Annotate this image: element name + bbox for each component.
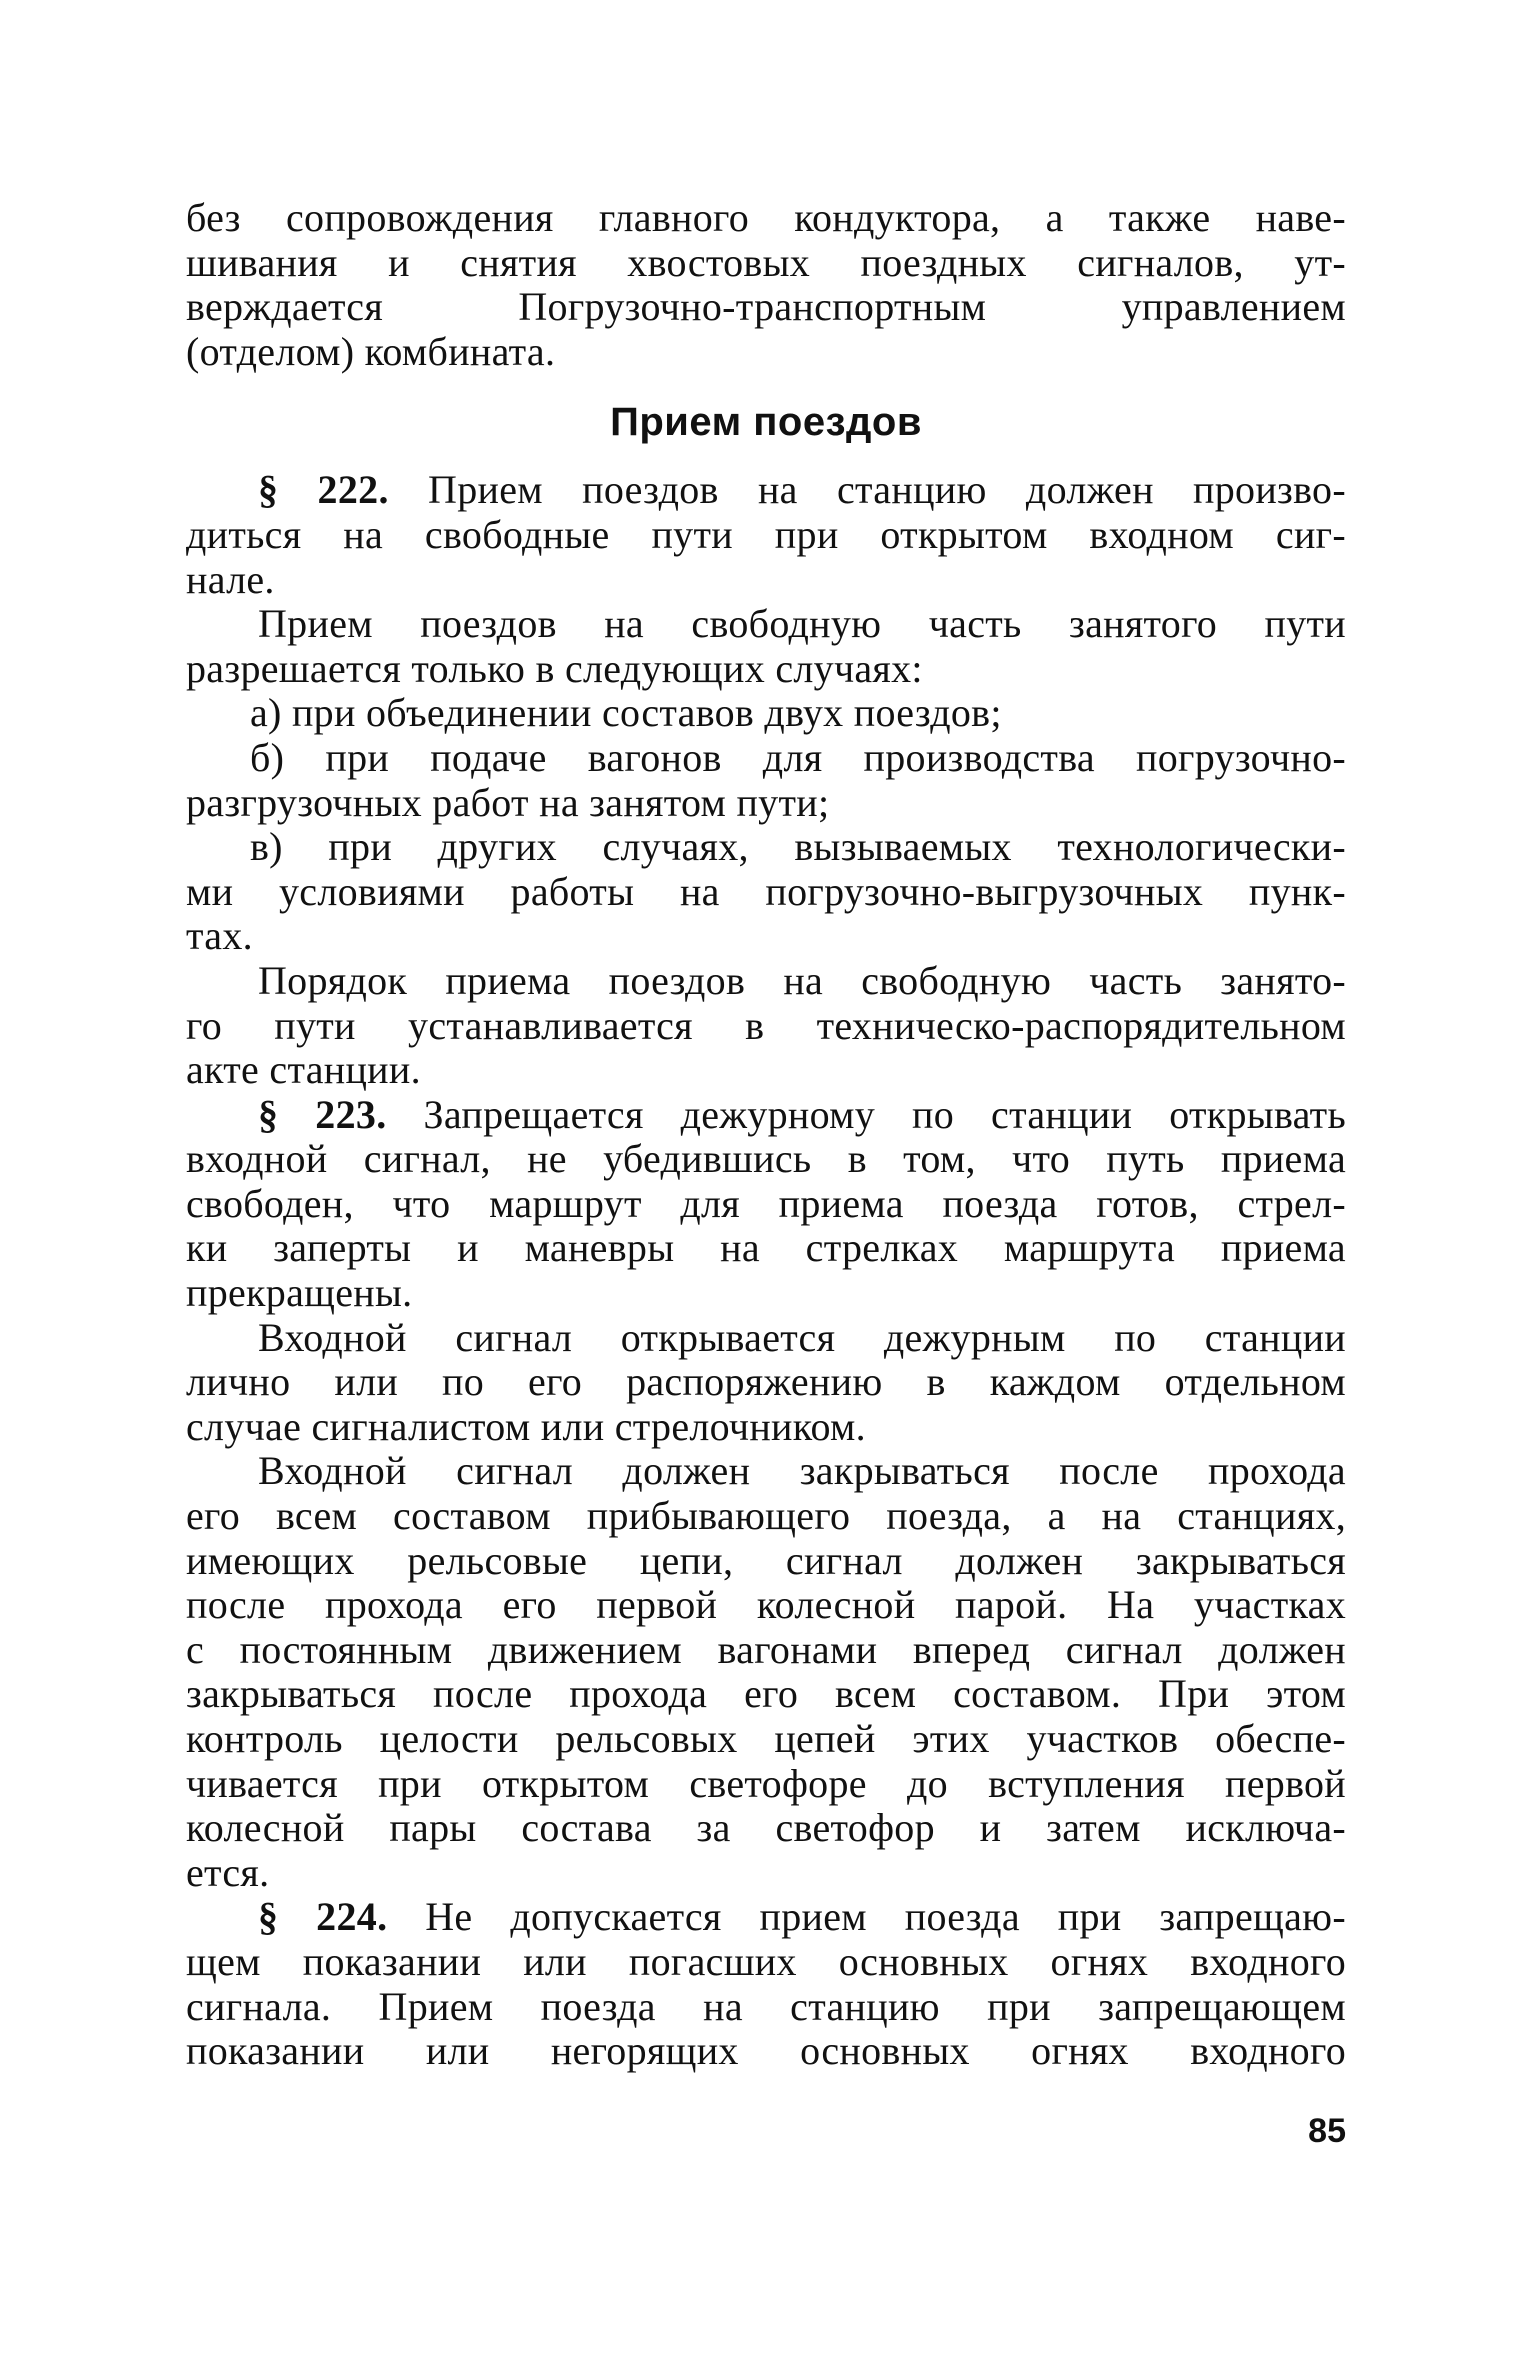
text-line: (отделом) комбината. <box>186 328 556 374</box>
text-line: разгрузочных работ на занятом пути; <box>186 779 830 825</box>
section-number-222: § 222. <box>258 467 389 513</box>
page-text <box>186 196 1346 2074</box>
text-line: случае сигналистом или стрелочником. <box>186 1403 866 1449</box>
text-line: свободен, что маршрут для приема поезда готов, стрел- <box>186 1180 1346 1226</box>
list-item-b: б) при подаче вагонов для производства погрузочно- <box>250 734 1346 780</box>
text-line: входной сигнал, не убедившись в том, что путь приема <box>186 1136 1346 1182</box>
text-line: сигнала. Прием поезда на станцию при запрещающем <box>186 1983 1346 2029</box>
section-heading: Прием поездов <box>610 400 922 445</box>
text-line: после прохода его первой колесной парой. На участках <box>186 1582 1346 1628</box>
text-line: имеющих рельсовые цепи, сигнал должен закрываться <box>186 1537 1346 1583</box>
text-line: показании или негорящих основных огнях входного <box>186 2028 1346 2074</box>
text-line: Порядок приема поездов на свободную часть занято- <box>258 957 1346 1003</box>
text-line: ется. <box>186 1849 270 1895</box>
text-line: акте станции. <box>186 1047 421 1093</box>
paragraph-222-start <box>186 468 1346 513</box>
text-line: нале. <box>186 556 275 602</box>
text-fragment: Запрещается дежурному по станции открывать <box>423 1091 1346 1137</box>
text-fragment: Прием поездов на станцию должен произво- <box>428 467 1346 513</box>
text-line: без сопровождения главного кондуктора, а также наве- <box>186 195 1346 240</box>
text-line: верждается Погрузочно-транспортным управлением <box>186 284 1346 330</box>
text-line: Входной сигнал должен закрываться после прохода <box>258 1448 1346 1494</box>
section-number-223: § 223. <box>258 1091 387 1137</box>
text-line: лично или по его распоряжению в каждом отдельном <box>186 1359 1346 1405</box>
text-line: тах. <box>186 913 253 959</box>
text-line: го пути устанавливается в техническо-распорядительном <box>186 1002 1346 1048</box>
text-line: закрываться после прохода его всем составом. При этом <box>186 1671 1346 1717</box>
text-line: разрешается только в следующих случаях: <box>186 645 923 691</box>
text-line: шивания и снятия хвостовых поездных сигналов, ут- <box>186 239 1346 285</box>
text-line: Входной сигнал открывается дежурным по станции <box>258 1314 1346 1360</box>
text-line: контроль целости рельсовых цепей этих участков обеспе- <box>186 1716 1346 1761</box>
list-item-a: а) при объединении составов двух поездов; <box>250 690 1002 736</box>
text-line: чивается при открытом светофоре до вступления первой <box>186 1760 1346 1806</box>
section-number-224: § 224. <box>258 1894 388 1940</box>
text-line: колесной пары состава за светофор и затем исключа- <box>186 1805 1346 1851</box>
text-fragment: Не допускается прием поезда при запрещаю- <box>425 1894 1346 1940</box>
text-line: с постоянным движением вагонами вперед сигнал должен <box>186 1626 1346 1672</box>
text-line: диться на свободные пути при открытом входном сиг- <box>186 511 1346 557</box>
text-line: прекращены. <box>186 1270 413 1316</box>
text-line: Прием поездов на свободную часть занятого пути <box>258 601 1346 647</box>
text-line: ки заперты и маневры на стрелках маршрута приема <box>186 1225 1346 1271</box>
list-item-c: в) при других случаях, вызываемых технологически- <box>250 824 1346 870</box>
text-line: его всем составом прибывающего поезда, а на станциях, <box>186 1493 1346 1539</box>
paragraph-224-start <box>186 1895 1346 1940</box>
paragraph-223-start <box>186 1093 1346 1138</box>
text-line: щем показании или погасших основных огнях входного <box>186 1938 1346 1984</box>
text-line: ми условиями работы на погрузочно-выгрузочных пунк- <box>186 868 1346 914</box>
page-number: 85 <box>1308 2112 1346 2150</box>
